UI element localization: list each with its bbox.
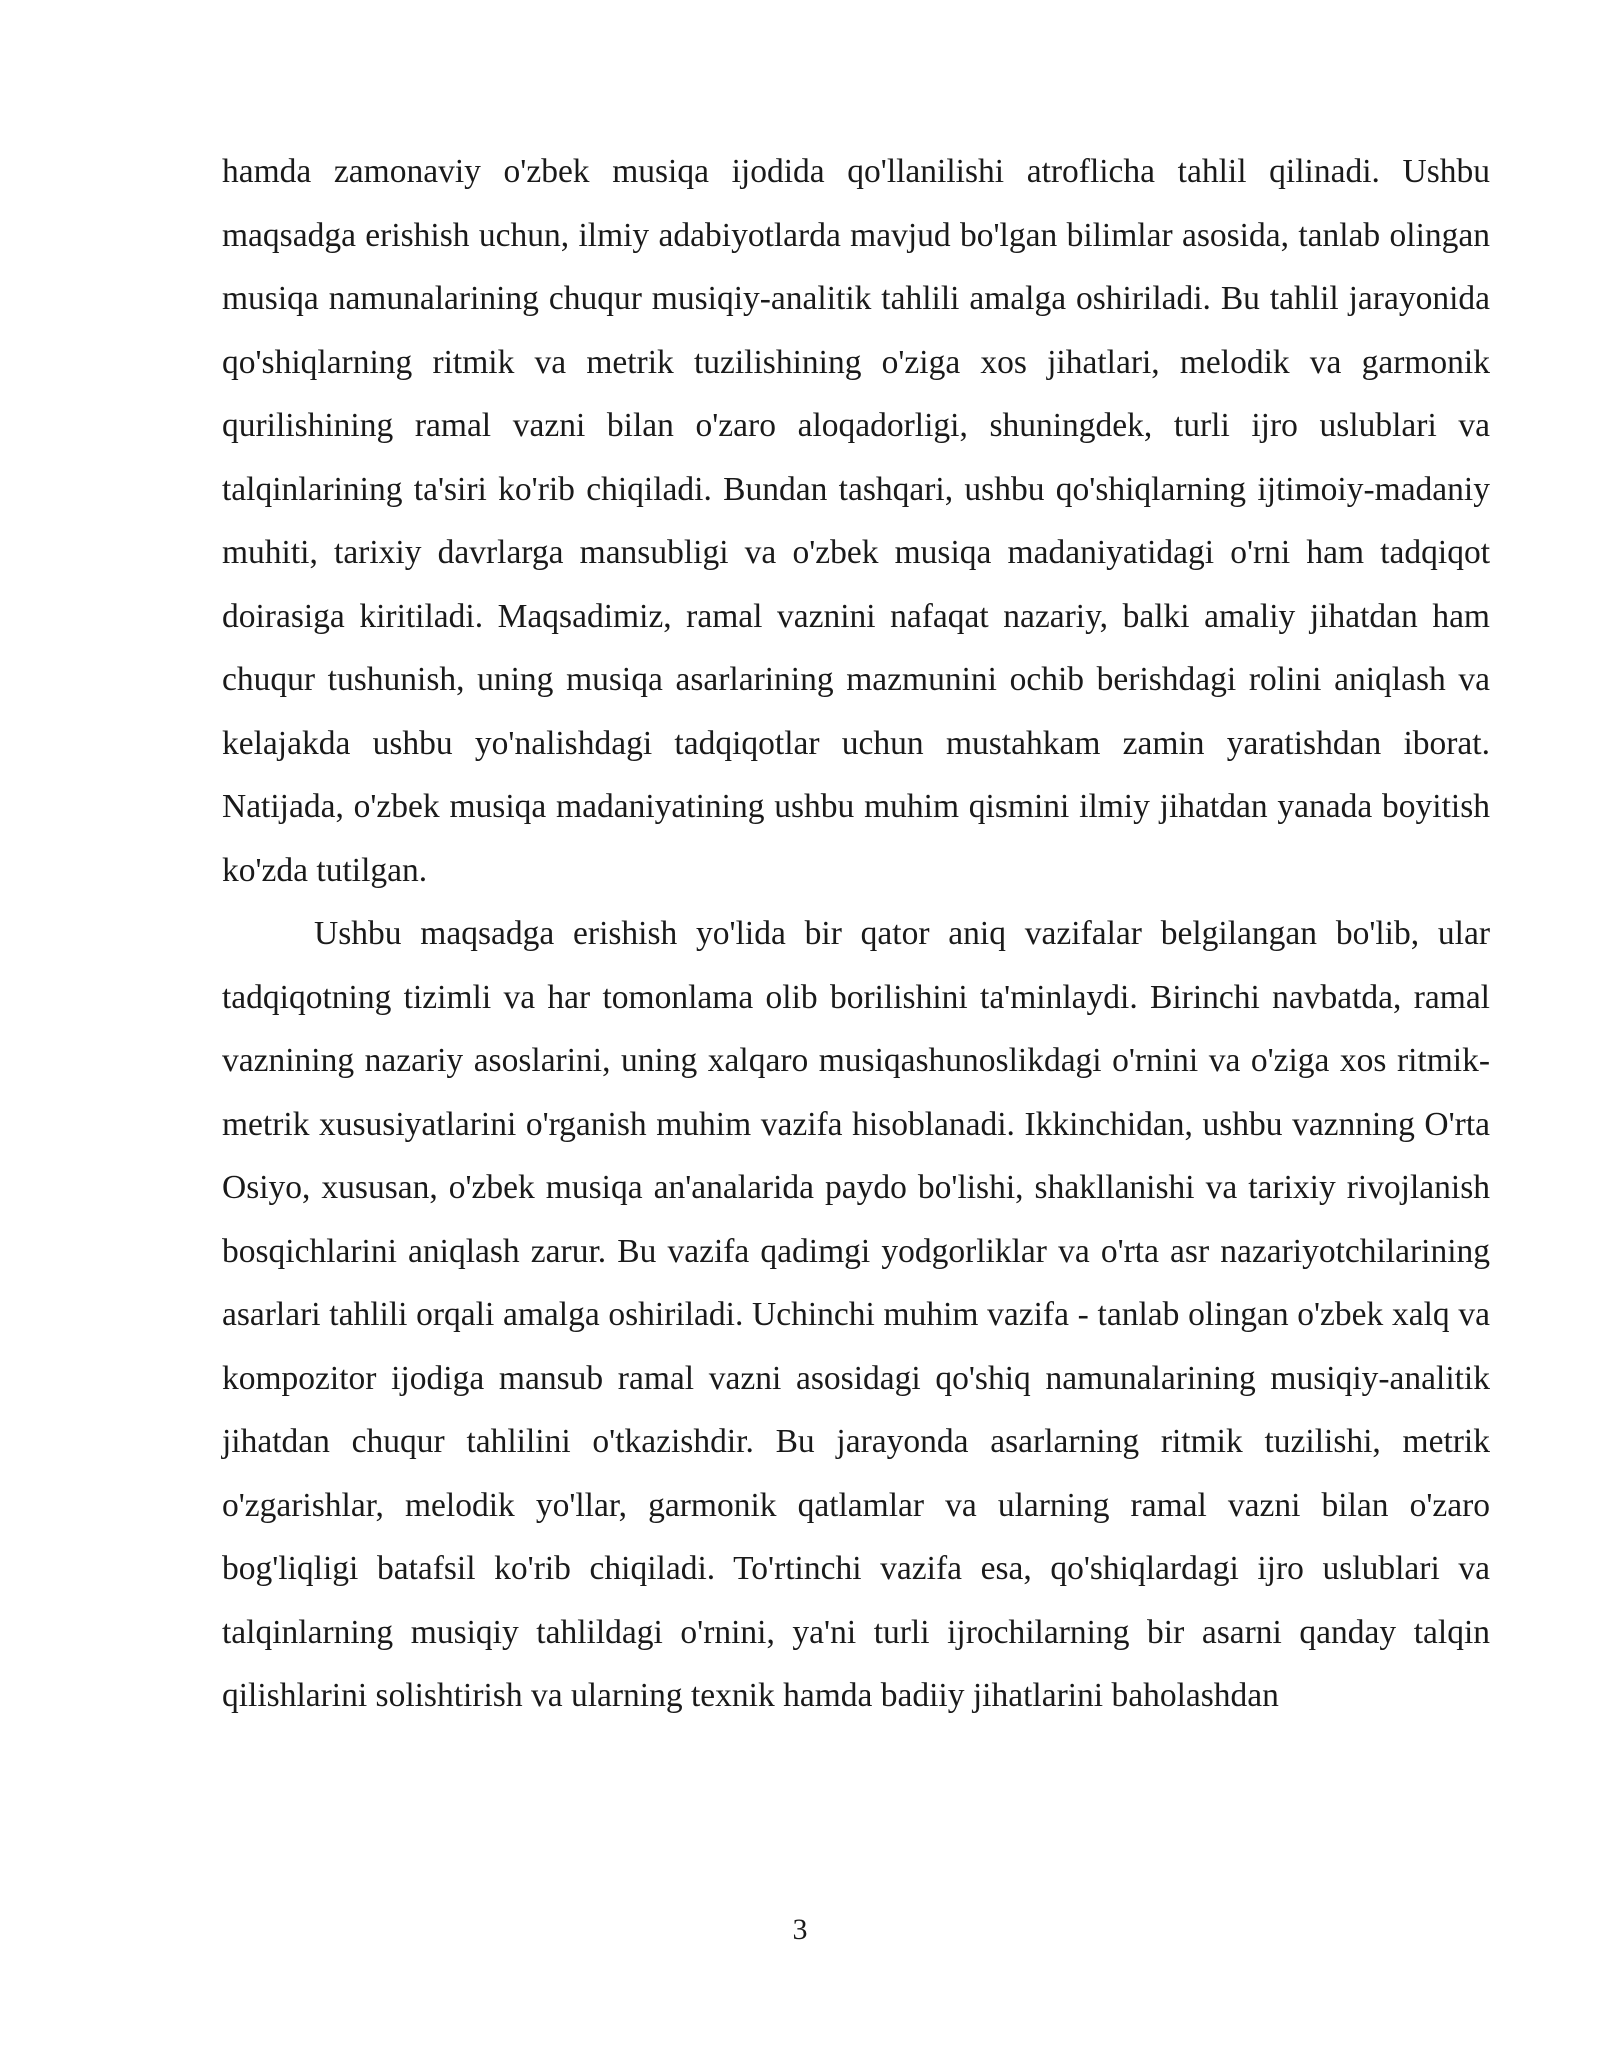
paragraph-2: Ushbu maqsadga erishish yo'lida bir qator aniq vazifalar belgilangan bo'lib, ular tadqiqotning tizimli va har tomonlama olib borilishini ta'minlaydi. Birinchi navbatda, ramal vaznining nazariy asoslarini, uning xalqaro musiqashunoslikdagi o'rnini va o'ziga xos ritmik-metrik xususiyatlarini o'rganish muhim vazifa hisoblanadi. Ikkinchidan, ushbu vaznning O'rta Osiyo, xususan, o'zbek musiqa an'analarida paydo bo'lishi, shakllanishi va tarixiy rivojlanish bosqichlarini aniqlash zarur. Bu vazifa qadimgi yodgorliklar va o'rta asr nazariyotchilarining asarlari tahlili orqali amalga oshiriladi. Uchinchi muhim vazifa - tanlab olingan o'zbek xalq va kompozitor ijodiga mansub ramal vazni asosidagi qo'shiq namunalarining musiqiy-analitik jihatdan chuqur tahlilini o'tkazishdir. Bu jarayonda asarlarning ritmik tuzilishi, metrik o'zgarishlar, melodik yo'llar, garmonik qatlamlar va ularning ramal vazni bilan o'zaro bog'liqligi batafsil ko'rib chiqiladi. To'rtinchi vazifa esa, qo'shiqlardagi ijro uslublari va talqinlarning musiqiy tahlildagi o'rnini, ya'ni turli ijrochilarning bir asarni qanday talqin qilishlarini solishtirish va ularning texnik hamda badiiy jihatlarini baholashdan (222, 915, 1490, 1714)
page-number: 3 (792, 1913, 808, 1946)
body-text (222, 140, 1490, 1728)
paragraph-1: hamda zamonaviy o'zbek musiqa ijodida qo'llanilishi atroflicha tahlil qilinadi. Ushbu maqsadga erishish uchun, ilmiy adabiyotlarda mavjud bo'lgan bilimlar asosida, tanlab olingan musiqa namunalarining chuqur musiqiy-analitik tahlili amalga oshiriladi. Bu tahlil jarayonida qo'shiqlarning ritmik va metrik tuzilishining o'ziga xos jihatlari, melodik va garmonik qurilishining ramal vazni bilan o'zaro aloqadorligi, shuningdek, turli ijro uslublari va talqinlarining ta'siri ko'rib chiqiladi. Bundan tashqari, ushbu qo'shiqlarning ijtimoiy-madaniy muhiti, tarixiy davrlarga mansubligi va o'zbek musiqa madaniyatidagi o'rni ham tadqiqot doirasiga kiritiladi. Maqsadimiz, ramal vaznini nafaqat nazariy, balki amaliy jihatdan ham chuqur tushunish, uning musiqa asarlarining mazmunini ochib berishdagi rolini aniqlash va kelajakda ushbu yo'nalishdagi tadqiqotlar uchun mustahkam zamin yaratishdan iborat. Natijada, o'zbek musiqa madaniyatining ushbu muhim qismini ilmiy jihatdan yanada boyitish ko'zda tutilgan. (222, 153, 1490, 889)
